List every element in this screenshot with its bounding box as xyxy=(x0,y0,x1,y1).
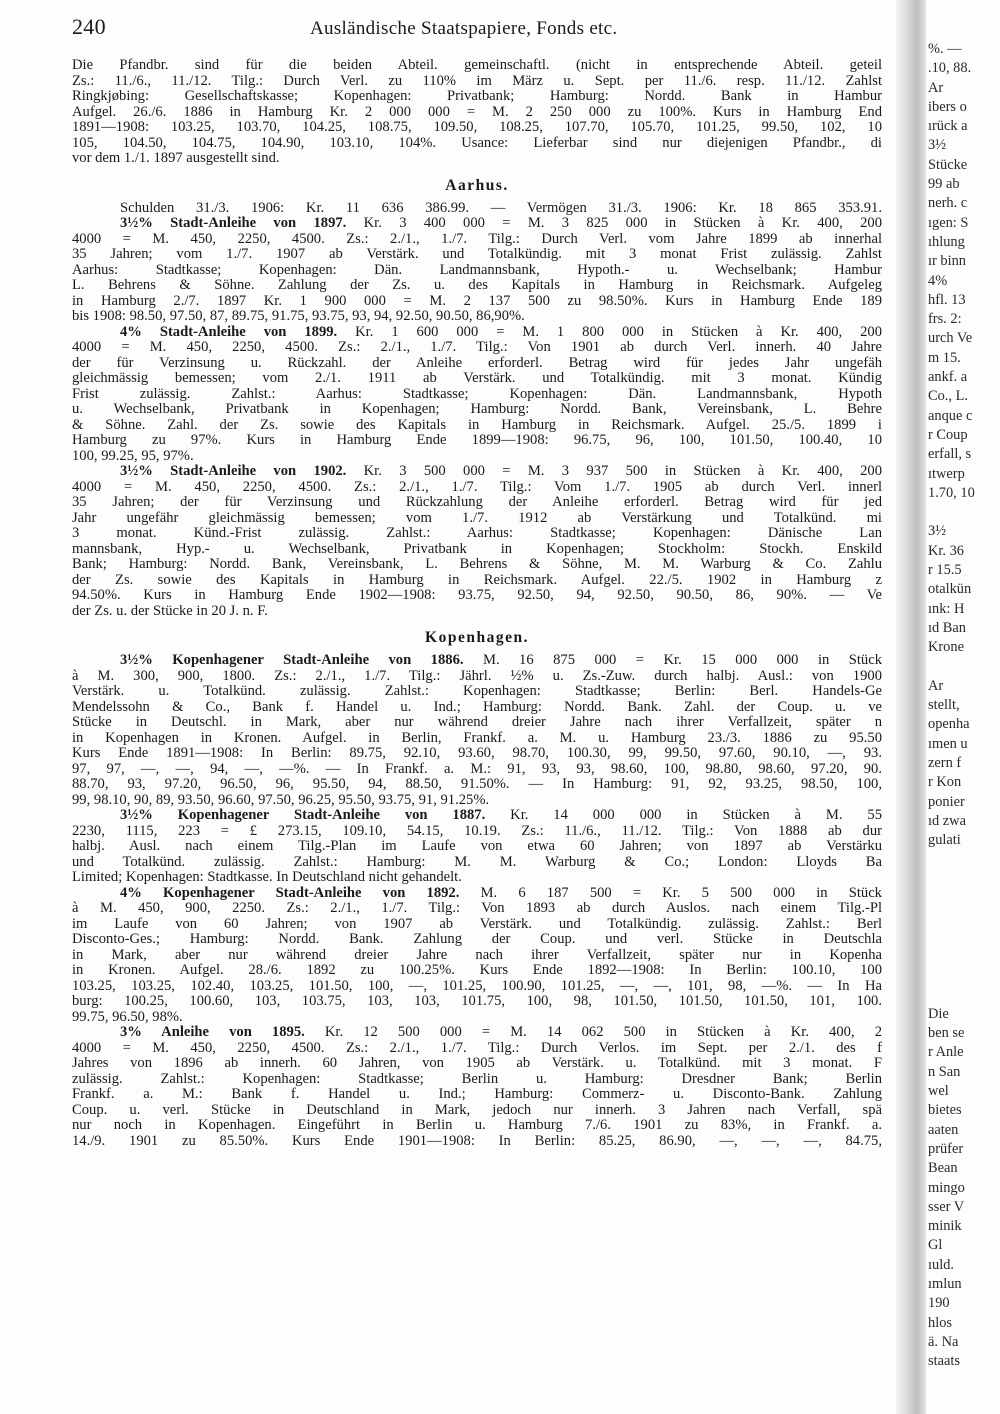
loan-heading: 4% Kopenhagener Stadt-Anleihe von 1892. xyxy=(120,885,460,901)
loan-heading: 4% Stadt-Anleihe von 1899. xyxy=(120,324,338,340)
loan-line: in Kopenhagen in Kronen. Aufgel. in Berlin, Frankf. a. M. u. Hamburg 23./3. 1886 zu 95.50 xyxy=(72,730,882,746)
loan-line: 4000 = M. 450, 2250, 4500. Zs.: 2./1., 1./7. Tilg.: Durch Verl. vom Jahre 1899 ab innerhal xyxy=(72,231,882,247)
next-page-fragment: staats xyxy=(928,1353,960,1370)
section-heading-aarhus: Aarhus. xyxy=(445,176,509,194)
running-title: Ausländische Staatspapiere, Fonds etc. xyxy=(310,18,618,39)
next-page-fragment xyxy=(928,658,1000,677)
loan-line: Coup. u. verl. Stücke in Deutschland in Mark, jedoch nur innerh. 3 Jahren nach Verfall, spä xyxy=(72,1102,882,1118)
intro-line: Die Pfandbr. sind für die beiden Abteil. gemeinschaftl. (nicht in entsprechende Abteil. geteil xyxy=(72,58,882,73)
section-heading-kopenhagen: Kopenhagen. xyxy=(425,629,529,646)
next-page-fragment: r Anle xyxy=(928,1044,964,1061)
next-page-fragment: Bean xyxy=(928,1160,958,1177)
loan-line: Kurs Ende 1891—1908: In Berlin: 89.75, 92.10, 93.60, 98.70, 100.30, 99, 99.50, 97.60, 90.10, —, 93. xyxy=(72,746,882,761)
next-page-fragment: ınk: H xyxy=(928,600,965,617)
loan-line: 103.25, 103.25, 102.40, 103.25, 101.50, 100, —, 101.25, 100.90, 101.25, —, —, 101, 98, —%. — In Ha xyxy=(72,978,882,994)
loan-line: Mendelssohn & Co., Bank f. Handel u. Ind.; Hamburg: Nordd. Bank. Zahl. der Coup. u. ve xyxy=(72,699,882,715)
next-page-fragment: Co., L. xyxy=(928,388,968,405)
loan-text: M. 6 187 500 = Kr. 5 500 000 in Stück xyxy=(459,885,882,901)
loan-first-line xyxy=(72,216,882,232)
loan-text: Kr. 12 500 000 = M. 14 062 500 in Stücken à Kr. 400, 2 xyxy=(304,1025,882,1040)
next-page-fragment: ankf. a xyxy=(928,369,968,386)
loan-line: 97, 97, —, —, 94, —, —%. — In Frankf. a. M.: 91, 93, 93, 98.60, 100, 98.80, 98.60, 97.20, 90. xyxy=(72,761,882,777)
next-page-fragment xyxy=(928,908,1000,927)
loan-line: Aarhus: Stadtkasse; Kopenhagen: Dän. Landmannsbank, Hypoth.- u. Wechselbank; Hambur xyxy=(72,262,882,278)
next-page-fragment xyxy=(928,850,1000,869)
loan-line: im Laufe von 60 Jahren; von 1907 ab Verstärk. und Totalkündig. zulässig. Zahlst.: Berl xyxy=(72,916,882,932)
next-page-fragment: ıd Ban xyxy=(928,619,966,636)
next-page-fragment: ıgen: S xyxy=(928,214,969,231)
intro-line: 105, 104.50, 104.75, 104.90, 103.10, 104%. Usance: Lieferbar sind nur diejenigen Pfandbr., di xyxy=(72,135,882,151)
next-page-fragment: ırück a xyxy=(928,118,968,135)
loan-line: 99, 98.10, 90, 89, 93.50, 96.60, 97.50, 96.25, 95.50, 93.75, 91, 91.25%. xyxy=(72,792,490,808)
next-page-fragment: ıtwerp xyxy=(928,465,965,482)
next-page-fragment xyxy=(928,947,1000,966)
loan-line: und Totalkünd. zulässig. Zahlst.: Hamburg: M. M. Warburg & Co.; London: Lloyds Ba xyxy=(72,854,882,870)
next-page-fragment: Stücke xyxy=(928,156,968,173)
loan-line: 88.70, 93, 97.20, 96.50, 96, 95.50, 94, 88.50, 91.50%. — In Hamburg: 91, 92, 93.25, 98.50, 100, xyxy=(72,777,882,792)
next-page-fragment xyxy=(928,928,1000,947)
loan-line: & Söhne. Zahl. der Zs. sowie des Kapitals in Hamburg in Reichsmark. Aufgel. 25./5. 1899 i xyxy=(72,417,882,433)
intro-line: vor dem 1./1. 1897 ausgestellt sind. xyxy=(72,151,280,166)
loan-line: 35 Jahren; der für Verzinsung und Rückzahlung der Anleihe erforderl. Betrag wird für jed xyxy=(72,495,882,510)
loan-line: 4000 = M. 450, 2250, 4500. Zs.: 2./1., 1./7. Tilg.: Durch Verlos. im Sept. per 2./1. des f xyxy=(72,1040,882,1056)
loan-text: Kr. 3 500 000 = M. 3 937 500 in Stücken à Kr. 400, 200 xyxy=(346,464,882,479)
loan-line: à M. 300, 900, 1800. Zs.: 2./1., 1./7. Tilg.: Jährl. ½% u. Zs.-Zuw. durch halbj. Ausl.: von 1900 xyxy=(72,668,882,684)
loan-line: Bank; Hamburg: Nordd. Bank, Vereinsbank, L. Behrens & Söhne, M. M. Warburg & Co. Zahlu xyxy=(72,557,882,572)
next-page-fragment: ır binn xyxy=(928,253,966,270)
kopenhagen-loans xyxy=(72,653,882,1149)
loan-heading: 3½% Kopenhagener Stadt-Anleihe von 1887. xyxy=(120,808,486,823)
loan-line: L. Behrens & Söhne. Zahlung der Zs. u. des Kapitals in Hamburg in Reichsmark. Aufgeleg xyxy=(72,278,882,293)
loan-line: Jahr ungefähr gleichmässig bemessen; vom 1./7. 1912 ab Verstärkung und Totalkünd. mi xyxy=(72,510,882,526)
schulden-line: Schulden 31./3. 1906: Kr. 11 636 386.99. — Vermögen 31./3. 1906: Kr. 18 865 353.91. xyxy=(120,200,882,216)
next-page-fragment: minik xyxy=(928,1218,962,1235)
next-page-fragment: hlos xyxy=(928,1314,952,1331)
loan-line: à M. 450, 900, 2250. Zs.: 2./1., 1./7. Tilg.: Von 1893 ab durch Auslos. nach einem Tilg.-Pl xyxy=(72,901,882,916)
loan-line: nur noch in Kopenhagen. Eingeführt in Berlin u. Hamburg 7./6. 1901 zu 83%, in Frankf. a. xyxy=(72,1118,882,1133)
next-page-fragment: bietes xyxy=(928,1102,962,1119)
loan-first-line xyxy=(72,653,882,669)
loan-line: 3 monat. Künd.-Frist zulässig. Zahlst.: Aarhus: Stadtkasse; Kopenhagen: Dänische Lan xyxy=(72,526,882,541)
next-page-fragment: frs. 2: xyxy=(928,311,962,328)
loan-text: Kr. 14 000 000 in Stücken à M. 55 xyxy=(485,808,882,823)
next-page-fragment: aaten xyxy=(928,1121,959,1138)
loan-line: Disconto-Ges.; Hamburg: Nordd. Bank. Zahlung der Coup. und verl. Stücke in Deutschla xyxy=(72,932,882,947)
loan-line: u. Wechselbank, Privatbank in Kopenhagen; Hamburg: Nordd. Bank, Vereinsbank, L. Behre xyxy=(72,402,882,417)
next-page-fragment: 3½ xyxy=(928,523,946,540)
loan-line: Jahres von 1896 ab innerh. 60 Jahren, von 1905 ab Verstärk. u. Totalkünd. mit 3 monat. F xyxy=(72,1056,882,1071)
loan-line: 35 Jahren; vom 1./7. 1907 ab Verstärk. und Totalkündig. mit 3 monat Frist zulässig. Zahlst xyxy=(72,247,882,262)
next-page-fragment: Gl xyxy=(928,1237,943,1254)
loan-line: bis 1908: 98.50, 97.50, 87, 89.75, 91.75, 93.75, 93, 94, 92.50, 90.50, 86,90%. xyxy=(72,309,525,324)
loan-line: Frankf. a. M.: Bank f. Handel u. Ind.; Hamburg: Commerz- u. Disconto-Bank. Zahlung xyxy=(72,1087,882,1102)
next-page-fragment xyxy=(928,503,1000,522)
next-page-fragment xyxy=(928,986,1000,1005)
loan-line: der Zs. u. der Stücke in 20 J. n. F. xyxy=(72,603,268,619)
next-page-fragment: m 15. xyxy=(928,349,961,366)
loan-line: der für Verzinsung u. Rückzahl. der Anleihe erforderl. Betrag wird für jedes Jahr ungefäh xyxy=(72,355,882,371)
next-page-fragment: erfall, s xyxy=(928,446,972,463)
next-page-fragment: r Kon xyxy=(928,774,962,791)
intro-line: Aufgel. 26./6. 1886 in Hamburg Kr. 2 000 000 = M. 2 250 000 zu 100%. Kurs in Hamburg End xyxy=(72,104,882,120)
loan-heading: 3% Anleihe von 1895. xyxy=(120,1025,305,1040)
next-page-fragment: ımen u xyxy=(928,735,968,752)
next-page-fragment: ä. Na xyxy=(928,1333,959,1350)
next-page-fragment: 99 ab xyxy=(928,176,960,193)
next-page-fragment xyxy=(928,966,1000,985)
next-page-fragment: r Coup xyxy=(928,426,968,443)
next-page-fragment: ben se xyxy=(928,1025,965,1042)
next-page-fragment: 1.70, 10 xyxy=(928,484,975,501)
loan-line: Limited; Kopenhagen: Stadtkasse. In Deutschland nicht gehandelt. xyxy=(72,870,462,885)
loan-heading: 3½% Kopenhagener Stadt-Anleihe von 1886. xyxy=(120,653,464,668)
next-page-fragment: r 15.5 xyxy=(928,562,962,579)
next-page-fragment: openha xyxy=(928,716,970,733)
loan-line: 100, 99.25, 95, 97%. xyxy=(72,448,194,464)
aarhus-loans xyxy=(72,216,882,619)
loan-line: 4000 = M. 450, 2250, 4500. Zs.: 2./1., 1./7. Tilg.: Vom 1./7. 1905 ab durch Verl. innerl xyxy=(72,479,882,495)
next-page-fragment: sser V xyxy=(928,1198,965,1215)
loan-first-line xyxy=(72,325,882,341)
next-page-fragment xyxy=(928,889,1000,908)
loan-line: 14./9. 1901 zu 85.50%. Kurs Ende 1901—1908: In Berlin: 85.25, 86.90, —, —, —, 84.75, xyxy=(72,1133,882,1149)
loan-first-line xyxy=(72,464,882,480)
loan-text: Kr. 1 600 000 = M. 1 800 000 in Stücken à Kr. 400, 200 xyxy=(337,324,882,340)
next-page-fragment: ıuld. xyxy=(928,1256,954,1273)
loan-line: der Zs. sowie des Kapitals in Hamburg in Reichsmark. Aufgel. 22./5. 1902 in Hamburg z xyxy=(72,572,882,588)
loan-line: gleichmässig bemessen; vom 2./1. 1911 ab Verstärk. und Totalkündig. mit 3 monat. Kündig xyxy=(72,371,882,386)
next-page-fragment: Die xyxy=(928,1005,949,1022)
loan-line: burg: 100.25, 100.60, 103, 103.75, 103, 103, 101.75, 100, 98, 101.50, 101.50, 101.50, 101, 100. xyxy=(72,994,882,1009)
loan-line: Stücke in Deutschl. in Mark, aber nur während dreier Jahre nach ihrer Verfallzeit, später n xyxy=(72,715,882,730)
page-number: 240 xyxy=(72,14,106,39)
loan-first-line xyxy=(72,1025,882,1041)
next-page-fragment: gulati xyxy=(928,832,961,849)
next-page-fragment: 4% xyxy=(928,272,948,289)
loan-line: in Kronen. Aufgel. 28./6. 1892 zu 100.25%. Kurs Ende 1892—1908: In Berlin: 100.10, 100 xyxy=(72,963,882,978)
next-page-fragment: ıd zwa xyxy=(928,812,966,829)
next-page-fragment: Krone xyxy=(928,639,964,656)
intro-line: 1891—1908: 103.25, 103.70, 104.25, 108.75, 109.50, 108.25, 107.70, 105.70, 101.25, 99.50, 102, 10 xyxy=(72,120,882,135)
next-page-fragment: Kr. 36 xyxy=(928,542,964,559)
page-body xyxy=(72,14,882,1409)
next-page-fragment: ımlun xyxy=(928,1276,962,1292)
loan-line: halbj. Ausl. nach einem Tilg.-Plan im Laufe von etwa 60 Jahren; von 1897 ab Verstärku xyxy=(72,839,882,854)
loan-first-line xyxy=(72,808,882,824)
intro-paragraph xyxy=(72,58,882,167)
next-page-fragment: zern f xyxy=(928,754,962,771)
next-page-fragment: nerh. c xyxy=(928,195,968,212)
next-page-fragment: .10, 88. xyxy=(928,60,972,77)
next-page-fragment: %. — xyxy=(928,41,962,57)
next-page-fragment: 190 xyxy=(928,1295,950,1312)
loan-line: in Mark, aber nur während dreier Jahre nach ihrer Verfallzeit, später nur in Kopenha xyxy=(72,947,882,963)
book-gutter xyxy=(896,0,926,1414)
loan-line: 99.75, 96.50, 98%. xyxy=(72,1009,183,1025)
loan-line: 4000 = M. 450, 2250, 4500. Zs.: 2./1., 1./7. Tilg.: Von 1901 ab durch Verl. innerh. 40 Jahre xyxy=(72,340,882,355)
intro-line: Zs.: 11./6., 11./12. Tilg.: Durch Verl. zu 110% im März u. Sept. per 11./6. resp. 11./12. Zahlst xyxy=(72,73,882,89)
next-page-fragment: 3½ xyxy=(928,137,946,154)
next-page-fragment: ıhlung xyxy=(928,233,965,250)
loan-heading: 3½% Stadt-Anleihe von 1902. xyxy=(120,464,347,479)
loan-heading: 3½% Stadt-Anleihe von 1897. xyxy=(120,216,347,231)
next-page-fragment: n San xyxy=(928,1063,961,1080)
loan-first-line xyxy=(72,886,882,902)
loan-line: Hamburg zu 97%. Kurs in Hamburg Ende 1899—1908: 96.75, 96, 100, 101.50, 100.40, 10 xyxy=(72,433,882,448)
next-page-fragment: anque c xyxy=(928,407,973,424)
intro-line: Ringkjøbing: Gesellschaftskasse; Kopenhagen: Privatbank; Hamburg: Nordd. Bank in Hambur xyxy=(72,89,882,104)
next-page-edge xyxy=(928,40,1000,1410)
next-page-fragment: urch Ve xyxy=(928,330,973,347)
next-page-fragment: wel xyxy=(928,1083,949,1100)
next-page-fragment: stellt, xyxy=(928,697,960,714)
next-page-fragment: ibers o xyxy=(928,98,967,115)
loan-line: 94.50%. Kurs in Hamburg Ende 1902—1908: 93.75, 92.50, 94, 92.50, 90.50, 86, 90%. — Ve xyxy=(72,588,882,603)
next-page-fragment: prüfer xyxy=(928,1140,964,1157)
loan-text: M. 16 875 000 = Kr. 15 000 000 in Stück xyxy=(463,653,882,668)
next-page-fragment: hfl. 13 xyxy=(928,291,966,308)
next-page-fragment: ponier xyxy=(928,793,965,810)
running-header xyxy=(72,14,882,54)
next-page-fragment: Ar xyxy=(928,677,944,694)
next-page-fragment: otalkün xyxy=(928,581,972,598)
loan-line: Frist zulässig. Zahlst.: Aarhus: Stadtkasse; Kopenhagen: Dän. Landmannsbank, Hypoth xyxy=(72,386,882,402)
next-page-fragment xyxy=(928,870,1000,889)
loan-line: zulässig. Zahlst.: Kopenhagen: Stadtkasse; Berlin u. Hamburg: Dresdner Bank; Berlin xyxy=(72,1071,882,1087)
next-page-fragment: Ar xyxy=(928,79,944,96)
loan-line: mannsbank, Hyp.- u. Wechselbank, Privatbank in Kopenhagen; Stockholm: Stockh. Enskild xyxy=(72,541,882,557)
loan-line: in Hamburg 2./7. 1897 Kr. 1 900 000 = M. 2 137 500 zu 98.50%. Kurs in Hamburg Ende 189 xyxy=(72,293,882,309)
next-page-fragment: mingo xyxy=(928,1179,965,1196)
loan-line: 2230, 1115, 223 = £ 273.15, 109.10, 54.15, 10.19. Zs.: 11./6., 11./12. Tilg.: Von 1888 ab dur xyxy=(72,823,882,839)
loan-line: Verstärk. u. Totalkünd. zulässig. Zahlst.: Kopenhagen: Stadtkasse; Berlin: Berl. Handels-Ge xyxy=(72,684,882,699)
loan-text: Kr. 3 400 000 = M. 3 825 000 in Stücken à Kr. 400, 200 xyxy=(346,216,882,231)
